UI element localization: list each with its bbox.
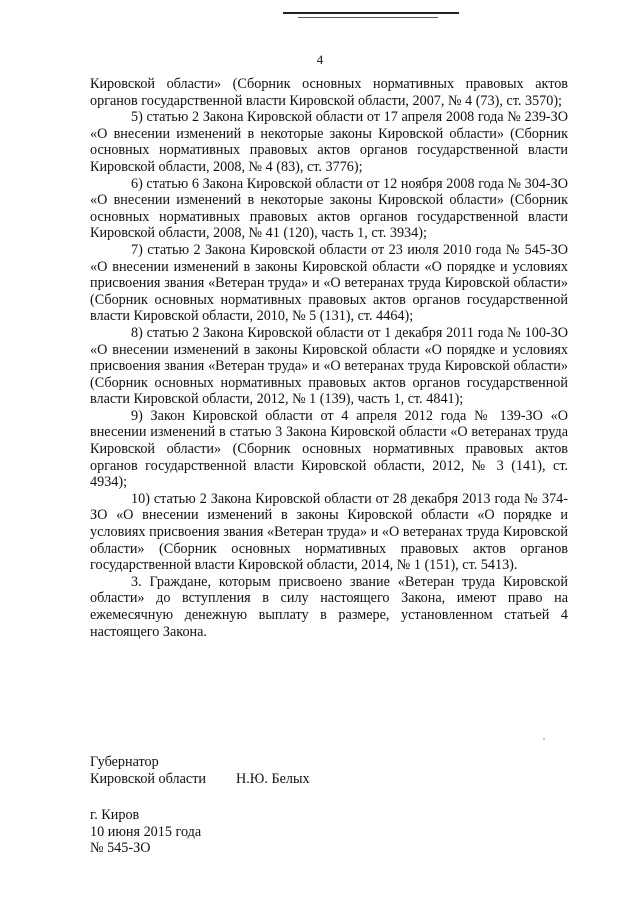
paragraph-item-5: 5) статью 2 Закона Кировской области от 17 апреля 2008 года № 239-ЗО «О внесении изменений в некоторые законы Кировской области» (Сборник основных нормативных правовых актов органов государственной власти Кировской области, 2008, № 4 (83), ст. 3776); (90, 109, 568, 175)
page-number: 4 (316, 52, 324, 67)
paragraph-item-9: 9) Закон Кировской области от 4 апреля 2012 года № 139-ЗО «О внесении изменений в статью 3 Закона Кировской области «О ветеранах труда Кировской области» (Сборник основных нормативных правовых актов органов государственной власти Кировской области, 2012, № 3 (141), ст. 4934); (90, 407, 568, 491)
law-number: № 545-ЗО (90, 840, 151, 857)
signature-block (90, 754, 390, 788)
paragraph-continuation: Кировской области» (Сборник основных нормативных правовых актов органов государственной власти Кировской области, 2007, № 4 (73), ст. 3570); (90, 76, 568, 109)
signatory-name: Н.Ю. Белых (236, 771, 310, 787)
law-date: 10 июня 2015 года (90, 823, 202, 840)
signatory-region: Кировской области (90, 771, 206, 787)
paragraph-clause-3: 3. Граждане, которым присвоено звание «Ветеран труда Кировской области» до вступления в силу настоящего Закона, имеют право на ежемесячную денежную выплату в размере, установленном статьей 4 настоящего Закона. (90, 573, 568, 640)
paragraph-item-6: 6) статью 6 Закона Кировской области от 12 ноября 2008 года № 304-ЗО «О внесении изменений в некоторые законы Кировской области» (Сборник основных нормативных правовых актов органов государственной власти Кировской области, 2008, № 41 (120), часть 1, ст. 3934); (90, 175, 568, 242)
header-rule (283, 12, 459, 14)
signatory-title: Губернатор (90, 754, 159, 770)
header-rule-thin (298, 17, 438, 18)
place-city: г. Киров (90, 807, 140, 823)
signatory-row (90, 771, 390, 788)
paragraph-item-7: 7) статью 2 Закона Кировской области от 23 июля 2010 года № 545-ЗО «О внесении изменений в законы Кировской области «О порядке и условиях присвоения звания «Ветеран труда» и «О ветеранах труда Кировской области» (Сборник основных нормативных правовых актов органов государственной власти Кировской области, 2010, № 5 (131), ст. 4464); (90, 241, 568, 325)
place-date-block (90, 807, 390, 857)
paragraph-item-10: 10) статью 2 Закона Кировской области от 28 декабря 2013 года № 374-ЗО «О внесении изменений в законы Кировской области «О порядке и условиях присвоения звания «Ветеран труда» и «О ветеранах труда Кировской области» (Сборник основных нормативных правовых актов органов государственной власти Кировской области, 2014, № 1 (151), ст. 5413). (90, 490, 568, 574)
document-body (90, 76, 568, 640)
scan-speck (543, 738, 545, 740)
paragraph-item-8: 8) статью 2 Закона Кировской области от 1 декабря 2011 года № 100-ЗО «О внесении изменений в законы Кировской области «О порядке и условиях присвоения звания «Ветеран труда» и «О ветеранах труда Кировской области» (Сборник основных нормативных правовых актов органов государственной власти Кировской области, 2012, № 1 (139), часть 1, ст. 4841); (90, 324, 568, 408)
